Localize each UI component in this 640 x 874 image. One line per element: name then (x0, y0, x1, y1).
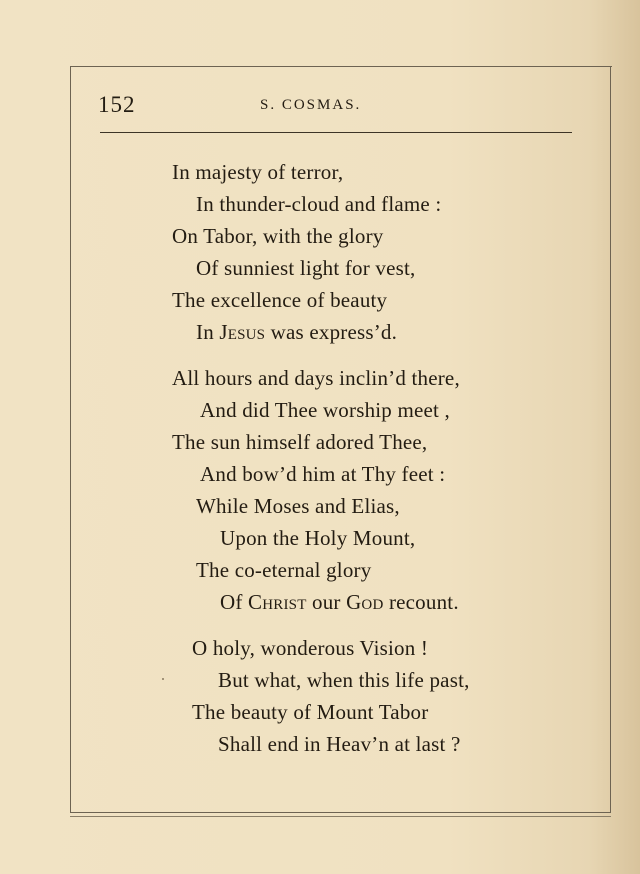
poem-line: On Tabor, with the glory (172, 224, 384, 248)
poem-line: All hours and days inclin’d there, (172, 366, 460, 390)
poem-line: Upon the Holy Mount, (220, 526, 416, 550)
poem-line: And bow’d him at Thy feet : (200, 462, 446, 486)
poem-line: In thunder-cloud and flame : (196, 192, 442, 216)
divine-name: Christ (248, 590, 307, 614)
poem-text: Of (220, 590, 249, 614)
page-number: 152 (98, 92, 136, 117)
poem-line: Shall end in Heav’n at last ? (218, 732, 461, 756)
header-rule (100, 132, 572, 133)
poem-line: And did Thee worship meet , (200, 398, 450, 422)
poem-line: The sun himself adored Thee, (172, 430, 428, 454)
poem-text: recount. (383, 590, 459, 614)
page-frame-bottom-double (70, 816, 611, 817)
page-frame-top (70, 66, 612, 67)
poem-line: The beauty of Mount Tabor (192, 700, 429, 724)
poem-line: While Moses and Elias, (196, 494, 400, 518)
page-frame-right (610, 66, 611, 812)
poem-line: The co-eternal glory (196, 558, 372, 582)
running-title: S. COSMAS. (260, 97, 362, 113)
poem-line: Of sunniest light for vest, (196, 256, 416, 280)
page-frame-left (70, 66, 71, 812)
poem-line: In majesty of terror, (172, 160, 344, 184)
poem-text: In (196, 320, 220, 344)
divine-name: Jesus (219, 320, 266, 344)
poem-line (196, 320, 397, 345)
divine-name: God (346, 590, 384, 614)
poem-text: was express’d. (265, 320, 398, 344)
poem-line: O holy, wonderous Vision ! (192, 636, 429, 660)
poem-line: But what, when this life past, (218, 668, 470, 692)
page-frame-bottom (70, 812, 611, 813)
poem-line: The excellence of beauty (172, 288, 388, 312)
paper-speck (162, 678, 164, 680)
poem-line (220, 590, 459, 615)
poem-text: our (306, 590, 347, 614)
